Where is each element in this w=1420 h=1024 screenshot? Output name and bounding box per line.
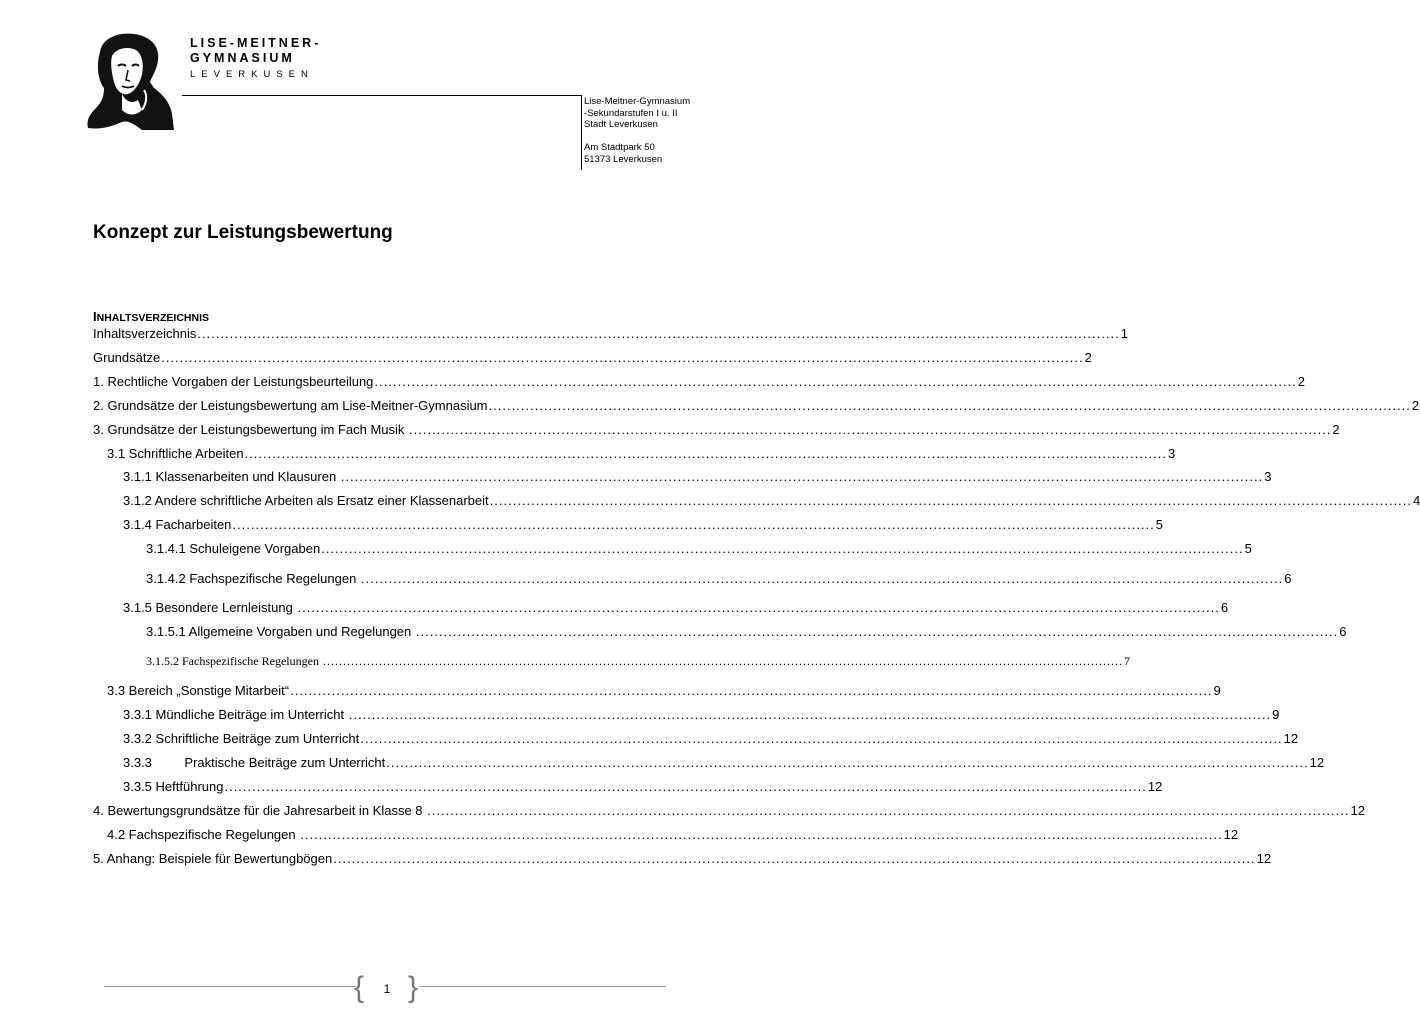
page-number: 1 <box>383 982 391 996</box>
toc-entry[interactable] <box>93 802 1365 820</box>
toc-leader: ........................................................................................................................................................................................................ <box>161 350 1084 365</box>
toc-entry[interactable] <box>93 349 1092 367</box>
toc-leader: ........................................................................................................................................................................................................ <box>409 422 1332 437</box>
toc-entry-page: 9 <box>1272 707 1280 722</box>
toc-entry[interactable] <box>123 492 1420 510</box>
toc-entry-page: 6 <box>1284 571 1292 586</box>
toc-entry-page: 2 <box>1084 350 1092 365</box>
toc-leader: ........................................................................................................................................................................................................ <box>321 541 1244 556</box>
address-line: 51373 Leverkusen <box>584 153 663 165</box>
school-address <box>584 96 690 165</box>
school-name-line1: LISE-MEITNER- <box>190 36 322 50</box>
toc-entry-label: Grundsätze <box>93 350 161 365</box>
toc-entry[interactable] <box>123 754 1325 772</box>
toc-entry-label: 3.3.2 Schriftliche Beiträge zum Unterricht <box>123 731 360 746</box>
address-line: Lise-Meitner-Gymnasium <box>584 96 691 107</box>
toc-entry[interactable] <box>123 730 1299 748</box>
toc-entry[interactable] <box>107 445 1176 463</box>
toc-entry-label: 3.3.5 Heftführung <box>123 779 224 794</box>
toc-entry[interactable] <box>93 373 1306 391</box>
toc-entry-label: 3.1.2 Andere schriftliche Arbeiten als Ersatz einer Klassenarbeit <box>123 493 489 508</box>
toc-entry-label: 4. Bewertungsgrundsätze für die Jahresarbeit in Klasse 8 <box>93 803 427 818</box>
toc-entry-page: 12 <box>1350 803 1365 818</box>
toc-leader: ........................................................................................................................................................................................................ <box>374 374 1297 389</box>
toc-leader: ........................................................................................................................................................................................................ <box>232 517 1155 532</box>
toc-entry[interactable] <box>93 325 1128 343</box>
toc-entry-label: 4.2 Fachspezifische Regelungen <box>107 827 300 842</box>
toc-entry-page: 12 <box>1283 731 1299 746</box>
toc-entry[interactable] <box>123 599 1229 617</box>
toc-entry[interactable] <box>123 706 1280 724</box>
toc-entry-label: 3.1.5.2 Fachspezifische Regelungen <box>146 654 322 668</box>
toc-leader: ........................................................................................................................................................................................................ <box>489 493 1413 508</box>
toc-entry-page: 3 <box>1167 446 1176 461</box>
toc-entry-label: 3.3 Bereich „Sonstige Mitarbeit“ <box>107 683 290 698</box>
toc-leader: ........................................................................................................................................................................................................ <box>300 827 1223 842</box>
toc-entry-label: 3.1.1 Klassenarbeiten und Klausuren <box>123 469 340 484</box>
toc-entry-page: 12 <box>1223 827 1239 842</box>
toc-leader: ........................................................................................................................................................................................................ <box>386 755 1309 770</box>
toc-entry-page: 2 <box>1411 398 1420 413</box>
toc-entry-label: 3.1.5 Besondere Lernleistung <box>123 600 297 615</box>
toc-leader: ........................................................................................................................................................................................................ <box>360 571 1284 586</box>
toc-heading-initial: I <box>93 309 97 324</box>
school-founder-portrait <box>82 30 174 130</box>
toc-entry[interactable] <box>146 652 1130 670</box>
toc-entry-page: 6 <box>1339 624 1347 639</box>
toc-entry-label: 3.1.4 Facharbeiten <box>123 517 232 532</box>
toc-entry-page: 2 <box>1297 374 1306 389</box>
toc-heading <box>93 309 209 324</box>
toc-entry-label: 3. Grundsätze der Leistungsbewertung im Fach Musik <box>93 422 409 437</box>
toc-entry-label: 3.1.5.1 Allgemeine Vorgaben und Regelungen <box>146 624 415 639</box>
school-city: LEVERKUSEN <box>190 69 314 80</box>
toc-entry[interactable] <box>123 468 1272 486</box>
toc-entry-page: 9 <box>1213 683 1221 698</box>
toc-entry[interactable] <box>123 516 1164 534</box>
toc-entry[interactable] <box>146 540 1252 558</box>
toc-entry[interactable] <box>93 421 1340 439</box>
toc-entry[interactable] <box>123 778 1163 796</box>
address-line: Am Stadtpark 50 <box>584 142 655 153</box>
toc-entry-page: 12 <box>1147 779 1163 794</box>
toc-entry-page: 3 <box>1264 469 1272 484</box>
toc-entry-label: 2. Grundsätze der Leistungsbewertung am Lise-Meitner-Gymnasium <box>93 398 488 413</box>
toc-entry-page: 12 <box>1256 851 1272 866</box>
toc-leader: ........................................................................................................................................................................................................ <box>488 398 1411 413</box>
document-title: Konzept zur Leistungsbewertung <box>93 222 393 243</box>
toc-entry-page: 5 <box>1244 541 1252 556</box>
toc-entry-label: Inhaltsverzeichnis <box>93 326 197 341</box>
toc-leader: ........................................................................................................................................................................................................ <box>348 707 1272 722</box>
toc-entry-page: 5 <box>1155 517 1164 532</box>
toc-entry[interactable] <box>93 850 1272 868</box>
toc-entry-page: 7 <box>1123 654 1130 668</box>
toc-leader: ........................................................................................................................................................................................................ <box>244 446 1167 461</box>
toc-entry-page: 12 <box>1309 755 1325 770</box>
toc-entry-page: 2 <box>1332 422 1340 437</box>
toc-leader: ........................................................................................................................................................................................................ <box>322 654 1123 668</box>
footer-bracket-left: { <box>354 971 365 1004</box>
toc-leader: ........................................................................................................................................................................................................ <box>415 624 1339 639</box>
toc-leader: ........................................................................................................................................................................................................ <box>290 683 1213 698</box>
footer-line-right <box>420 986 666 987</box>
toc-entry-page: 4 <box>1413 493 1420 508</box>
toc-leader: ........................................................................................................................................................................................................ <box>427 803 1350 818</box>
toc-entry-page: 1 <box>1120 326 1128 341</box>
header-vertical-divider <box>581 95 582 170</box>
toc-entry[interactable] <box>107 682 1221 700</box>
school-name <box>190 36 321 66</box>
toc-entry-page: 6 <box>1220 600 1229 615</box>
toc-leader: ........................................................................................................................................................................................................ <box>224 779 1147 794</box>
toc-leader: ........................................................................................................................................................................................................ <box>297 600 1220 615</box>
footer-bracket-right: } <box>408 971 419 1004</box>
toc-entry-label: 3.1 Schriftliche Arbeiten <box>107 446 244 461</box>
toc-heading-rest: NHALTSVERZEICHNIS <box>96 312 210 324</box>
toc-entry-label: 3.3.3 Praktische Beiträge zum Unterricht <box>123 755 386 770</box>
address-line: -Sekundarstufen I u. II <box>584 107 678 119</box>
toc-entry[interactable] <box>107 826 1239 844</box>
school-name-line2: GYMNASIUM <box>190 51 295 65</box>
toc-leader: ........................................................................................................................................................................................................ <box>197 326 1120 341</box>
header-divider <box>182 95 582 96</box>
toc-entry-label: 3.3.1 Mündliche Beiträge im Unterricht <box>123 707 348 722</box>
toc-entry-label: 1. Rechtliche Vorgaben der Leistungsbeurteilung <box>93 374 374 389</box>
toc-entry-label: 3.1.4.1 Schuleigene Vorgaben <box>146 541 321 556</box>
toc-entry[interactable] <box>146 570 1292 588</box>
toc-entry[interactable] <box>93 397 1420 415</box>
toc-entry[interactable] <box>146 623 1347 641</box>
address-line: Stadt Leverkusen <box>584 119 658 130</box>
toc-entry-label: 3.1.4.2 Fachspezifische Regelungen <box>146 571 360 586</box>
toc-leader: ........................................................................................................................................................................................................ <box>333 851 1256 866</box>
toc-leader: ........................................................................................................................................................................................................ <box>360 731 1283 746</box>
toc-leader: ........................................................................................................................................................................................................ <box>340 469 1264 484</box>
toc-entry-label: 5. Anhang: Beispiele für Bewertungbögen <box>93 851 333 866</box>
footer-line-left <box>104 986 356 987</box>
